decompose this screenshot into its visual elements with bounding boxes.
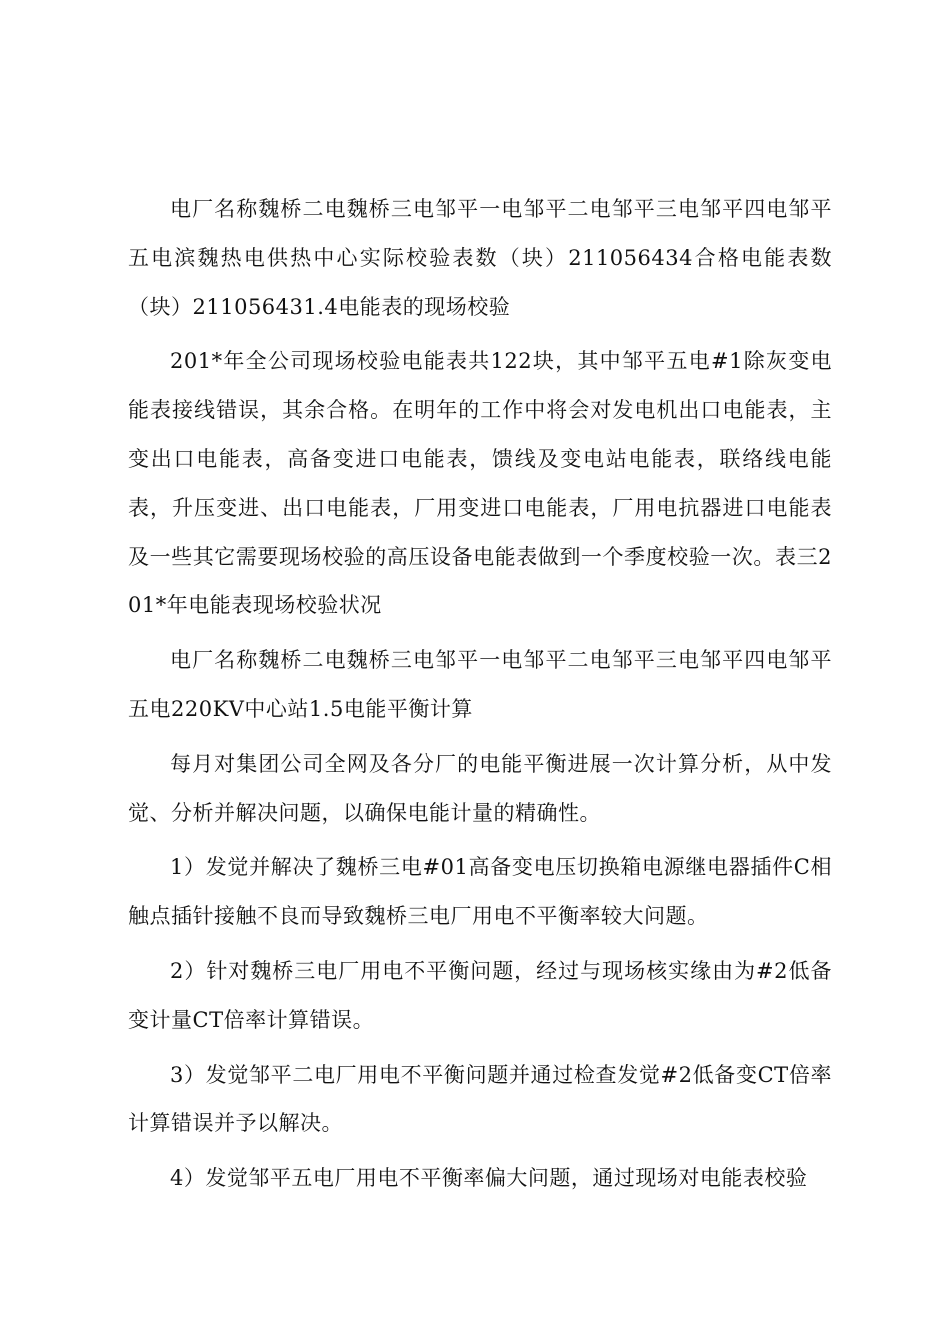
list-item-1: 1）发觉并解决了魏桥三电#01高备变电压切换箱电源继电器插件C相触点插针接触不良而导致魏桥三电厂用电不平衡率较大问题。 bbox=[128, 855, 832, 929]
paragraph-onsite-verification: 201*年全公司现场校验电能表共122块，其中邹平五电#1除灰变电能表接线错误，其余合格。在明年的工作中将会对发电机出口电能表，主变出口电能表，高备变进口电能表，馈线及变电站电能表，联络线电能表，升压变进、出口电能表，厂用变进口电能表，厂用电抗器进口电能表及一些其它需要现场校验的高压设备电能表做到一个季度校验一次。表三201*年电能表现场校验状况 bbox=[128, 349, 832, 618]
paragraph-table-three: 电厂名称魏桥二电魏桥三电邹平一电邹平二电邹平三电邹平四电邹平五电220KV中心站1.5电能平衡计算 bbox=[128, 648, 832, 721]
paragraph-energy-balance: 每月对集团公司全网及各分厂的电能平衡进展一次计算分析，从中发觉、分析并解决问题，以确保电能计量的精确性。 bbox=[128, 751, 832, 825]
list-item-2: 2）针对魏桥三电厂用电不平衡问题，经过与现场核实缘由为#2低备变计量CT倍率计算错误。 bbox=[128, 958, 832, 1032]
document-body bbox=[128, 185, 832, 1209]
paragraph-plant-list: 电厂名称魏桥二电魏桥三电邹平一电邹平二电邹平三电邹平四电邹平五电滨魏热电供热中心实际校验表数（块）211056434合格电能表数（块）211056431.4电能表的现场校验 bbox=[128, 197, 832, 319]
list-item-3: 3）发觉邹平二电厂用电不平衡问题并通过检查发觉#2低备变CT倍率计算错误并予以解决。 bbox=[128, 1062, 832, 1136]
list-item-4: 4）发觉邹平五电厂用电不平衡率偏大问题，通过现场对电能表校验 bbox=[170, 1166, 808, 1191]
